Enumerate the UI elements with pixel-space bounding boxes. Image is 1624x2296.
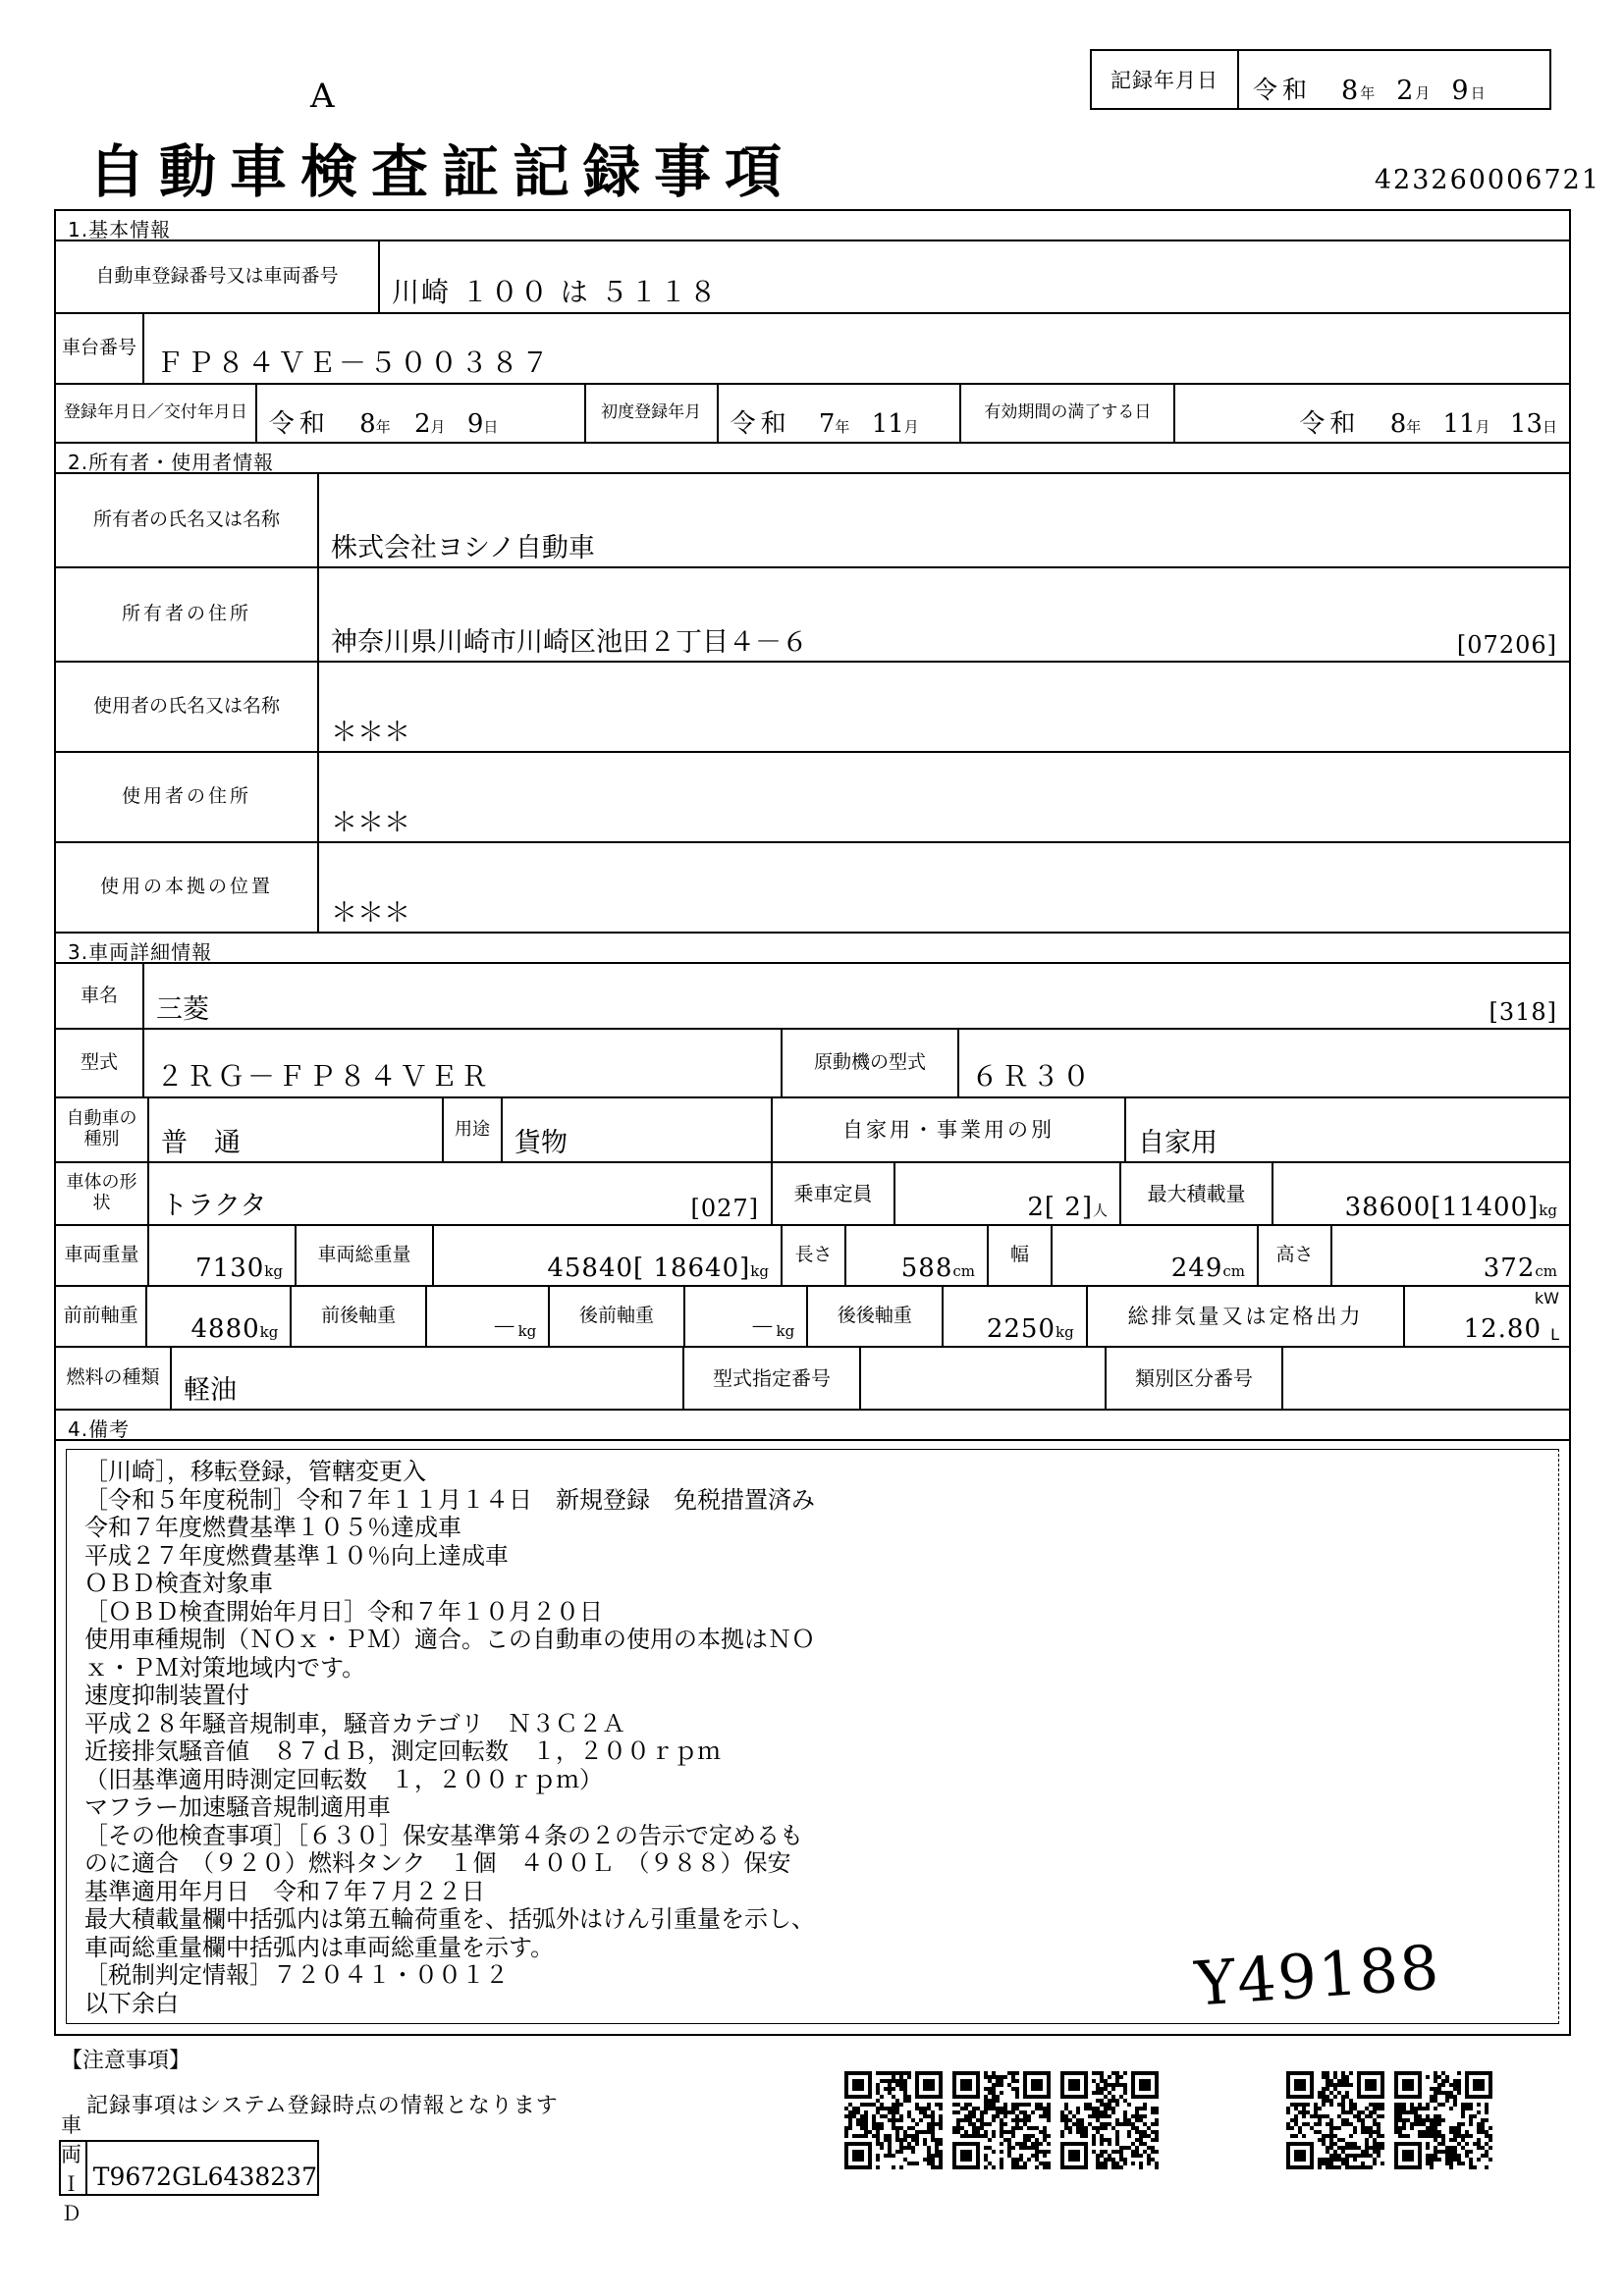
car-name-code: [318] (1489, 998, 1557, 1026)
base-location-row (56, 843, 1569, 934)
owner-address-cell (319, 568, 1569, 661)
seats-cell (895, 1163, 1121, 1224)
expiry-month-unit: 月 (1475, 418, 1490, 436)
seats-unit: 人 (1092, 1201, 1108, 1219)
chassis-number-row (56, 314, 1569, 385)
chassis-cell (144, 314, 1569, 383)
axle-fr-unit: kg (517, 1322, 537, 1340)
registration-dates-row (56, 385, 1569, 444)
width-label: 幅 (989, 1226, 1053, 1285)
car-name-cell (144, 964, 1569, 1028)
qr-code-icon (1394, 2071, 1492, 2173)
remark-line: 平成２７年度燃費基準１０％向上達成車 (84, 1541, 509, 1570)
axle-ff-unit: kg (259, 1323, 279, 1341)
user-address-cell (319, 753, 1569, 841)
vehicle-type-label: 自動車の種別 (56, 1098, 149, 1161)
expiry-day: 13 (1509, 409, 1543, 439)
remarks-box (66, 1449, 1559, 2024)
first-reg-label: 初度登録年月 (586, 385, 719, 442)
user-name-label: 使用者の氏名又は名称 (56, 663, 319, 751)
remark-line: マフラー加速騒音規制適用車 (84, 1793, 391, 1821)
day-unit: 日 (1470, 84, 1486, 102)
axle-rear-front-label: 後前軸重 (550, 1287, 684, 1346)
handwritten-mark: Y49188 (1192, 1931, 1443, 2020)
height-number: 372 (1483, 1254, 1536, 1283)
page-mark: A (310, 77, 336, 116)
remark-line: ［川崎］，移転登録，管轄変更入 (84, 1458, 426, 1485)
document-number: 423260006721 (1374, 165, 1600, 195)
curb-weight-number: 7130 (195, 1254, 265, 1283)
expiry-value (1299, 403, 1557, 440)
qr-code-icon (844, 2071, 943, 2173)
reg-date-cell (257, 385, 586, 442)
category-number-cell (1283, 1348, 1569, 1409)
model-label: 型式 (56, 1030, 144, 1096)
curb-weight-cell (149, 1226, 297, 1285)
fuel-label: 燃料の種類 (56, 1348, 172, 1409)
height-unit: cm (1535, 1262, 1557, 1280)
displacement-unit-l: L (1550, 1325, 1559, 1344)
expiry-month: 11 (1442, 409, 1476, 439)
axle-front-rear-label: 前後軸重 (292, 1287, 426, 1346)
vehicle-id-label: 車両ＩＤ (61, 2142, 87, 2194)
user-address-row (56, 753, 1569, 843)
width-number: 249 (1170, 1254, 1223, 1283)
width-unit: cm (1222, 1262, 1245, 1280)
user-name-cell (319, 663, 1569, 751)
remark-line: ［ＯＢＤ検査開始年月日］令和７年１０月２０日 (84, 1597, 603, 1626)
body-shape-cell (149, 1163, 773, 1224)
axle-rear-rear-cell (944, 1287, 1088, 1346)
reg-date-label: 登録年月日／交付年月日 (56, 385, 257, 442)
chassis-label: 車台番号 (56, 314, 144, 383)
usage-value: 貨物 (514, 1128, 568, 1158)
expiry-day-unit: 日 (1543, 418, 1558, 436)
weight-row (56, 1226, 1569, 1287)
curb-weight-unit: kg (264, 1262, 283, 1280)
first-reg-value (731, 403, 919, 440)
reg-number-value: 川崎 １００ は ５１１８ (392, 276, 719, 308)
axle-rf-unit: kg (776, 1322, 795, 1340)
axle-front-front-label: 前前軸重 (56, 1287, 147, 1346)
qr-code-group-left (844, 2071, 1159, 2173)
reg-date-day: 9 (466, 409, 484, 439)
displacement-unit-kw: kW (1534, 1289, 1559, 1308)
car-name-value: 三菱 (156, 994, 209, 1025)
base-location-label: 使用の本拠の位置 (56, 843, 319, 932)
axle-rear-rear-value (987, 1314, 1074, 1344)
remark-line: のに適合 （９２０）燃料タンク １個 ４００Ｌ （９８８）保安 (84, 1849, 791, 1877)
axle-front-rear-value (492, 1308, 537, 1344)
chassis-value: ＦＰ８４ＶＥ－５００３８７ (156, 347, 553, 379)
model-cell (144, 1030, 783, 1096)
gross-weight-label: 車両総重量 (297, 1226, 434, 1285)
seats-label: 乗車定員 (773, 1163, 895, 1224)
owner-address-value: 神奈川県川崎市川崎区池田２丁目４－６ (331, 627, 808, 658)
max-load-label: 最大積載量 (1121, 1163, 1273, 1224)
remark-line: （旧基準適用時測定回転数 １，２００ｒｐｍ） (84, 1765, 603, 1793)
max-load-number: 38600[11400] (1344, 1193, 1540, 1222)
car-name-row (56, 964, 1569, 1030)
record-date-label: 記録年月日 (1092, 51, 1239, 108)
car-name-label: 車名 (56, 964, 144, 1028)
length-number: 588 (900, 1254, 953, 1283)
year-unit: 年 (1360, 84, 1376, 102)
curb-weight-label: 車両重量 (56, 1226, 149, 1285)
max-load-value (1345, 1193, 1557, 1222)
private-business-label: 自家用・事業用の別 (773, 1098, 1126, 1161)
max-load-unit: kg (1539, 1201, 1557, 1219)
vehicle-type-row (56, 1098, 1569, 1163)
qr-code-icon (1286, 2071, 1384, 2173)
expiry-year: 8 (1389, 409, 1407, 439)
owner-address-row (56, 568, 1569, 663)
user-address-label: 使用者の住所 (56, 753, 319, 841)
height-value (1484, 1254, 1557, 1283)
curb-weight-value (195, 1254, 283, 1283)
first-reg-month-unit: 月 (903, 418, 919, 436)
expiry-era: 令和 (1299, 409, 1361, 439)
reg-date-value (269, 403, 499, 440)
type-designation-label: 型式指定番号 (684, 1348, 861, 1409)
remark-line: 令和７年度燃費基準１０５％達成車 (84, 1514, 461, 1541)
remark-line: ＯＢＤ検査対象車 (84, 1570, 273, 1597)
remarks-wrapper (56, 1441, 1569, 2036)
vehicle-type-value: 普 通 (161, 1128, 241, 1158)
reg-number-cell (380, 241, 1569, 312)
body-shape-value: トラクタ (161, 1191, 267, 1221)
axle-rear-front-cell (685, 1287, 809, 1346)
page-title: 自動車検査証記録事項 (88, 138, 796, 205)
private-business-cell (1126, 1098, 1569, 1161)
height-label: 高さ (1259, 1226, 1332, 1285)
reg-date-era: 令和 (268, 409, 330, 439)
section-1-heading: 1.基本情報 (56, 211, 1569, 241)
width-cell (1053, 1226, 1259, 1285)
axle-rr-unit: kg (1056, 1323, 1074, 1341)
max-load-cell (1273, 1163, 1569, 1224)
qr-code-group-right (1286, 2071, 1492, 2173)
height-cell (1332, 1226, 1569, 1285)
month-unit: 月 (1415, 84, 1431, 102)
body-shape-row (56, 1163, 1569, 1226)
reg-date-day-unit: 日 (483, 418, 499, 436)
remark-line: 近接排気騒音値 ８７ｄＢ，測定回転数 １，２００ｒｐｍ (84, 1737, 721, 1765)
reg-date-year: 8 (359, 409, 376, 439)
remark-line: ［令和５年度税制］令和７年１１月１４日 新規登録 免税措置済み (84, 1485, 815, 1514)
user-name-value: ＊＊＊ (331, 718, 410, 748)
gross-weight-cell (434, 1226, 783, 1285)
model-row (56, 1030, 1569, 1098)
seats-number: 2[ 2] (1027, 1193, 1093, 1222)
notice-text: 記録事項はシステム登録時点の情報となります (86, 2094, 559, 2118)
first-reg-era: 令和 (730, 409, 791, 439)
displacement-value: 12.80 (1463, 1314, 1542, 1344)
model-value: ２ＲＧ－ＦＰ８４ＶＥＲ (156, 1060, 492, 1093)
owner-name-cell (319, 474, 1569, 566)
axle-fr-number: － (491, 1313, 518, 1343)
owner-name-row (56, 474, 1569, 568)
axle-rr-number: 2250 (986, 1314, 1056, 1344)
fuel-row (56, 1348, 1569, 1411)
width-value (1171, 1254, 1245, 1283)
remark-line: 使用車種規制（ＮＯｘ・ＰＭ）適合。この自動車の使用の本拠はＮＯ (84, 1626, 815, 1653)
user-name-row (56, 663, 1569, 753)
axle-rear-front-value (750, 1308, 795, 1344)
record-date-value (1239, 51, 1549, 108)
qr-code-icon (1060, 2071, 1159, 2173)
base-location-value: ＊＊＊ (331, 898, 410, 929)
remark-line: 基準適用年月日 令和７年７月２２日 (84, 1877, 485, 1905)
remark-line: ｘ・ＰＭ対策地域内です。 (84, 1653, 366, 1682)
registration-number-row (56, 241, 1569, 314)
certificate-frame (54, 209, 1571, 2036)
engine-label: 原動機の型式 (783, 1030, 959, 1096)
axle-ff-number: 4880 (190, 1314, 260, 1344)
axle-front-rear-cell (427, 1287, 551, 1346)
usage-label: 用途 (444, 1098, 503, 1161)
axle-rf-number: － (749, 1313, 777, 1343)
expiry-label: 有効期間の満了する日 (961, 385, 1175, 442)
displacement-label: 総排気量又は定格出力 (1088, 1287, 1406, 1346)
type-designation-cell (861, 1348, 1107, 1409)
body-shape-code: [027] (690, 1195, 759, 1222)
owner-address-code: [07206] (1456, 631, 1557, 659)
remark-line: 車両総重量欄中括弧内は車両総重量を示す。 (84, 1933, 555, 1961)
section-4-heading: 4.備考 (56, 1411, 1569, 1441)
length-value (901, 1254, 975, 1283)
vehicle-type-cell (149, 1098, 444, 1161)
remark-line: ［税制判定情報］７２０４１・００１２ (84, 1961, 509, 1989)
vehicle-id-box (59, 2112, 319, 2225)
user-address-value: ＊＊＊ (331, 808, 410, 838)
fuel-value: 軽油 (184, 1375, 237, 1406)
fuel-cell (172, 1348, 684, 1409)
category-number-label: 類別区分番号 (1107, 1348, 1283, 1409)
owner-address-label: 所有者の住所 (56, 568, 319, 661)
notice-title: 【注意事項】 (61, 2049, 191, 2073)
first-reg-cell (719, 385, 962, 442)
first-reg-month: 11 (871, 409, 904, 439)
section-2-heading: 2.所有者・使用者情報 (56, 444, 1569, 474)
owner-name-label: 所有者の氏名又は名称 (56, 474, 319, 566)
displacement-cell (1405, 1287, 1569, 1346)
record-date-day: 9 (1451, 76, 1469, 106)
remark-line: 平成２８年騒音規制車，騒音カテゴリ Ｎ３Ｃ２Ａ (84, 1709, 626, 1737)
vehicle-id-value: T9672GL6438237 (92, 2163, 317, 2191)
engine-value: ６Ｒ３０ (971, 1060, 1094, 1093)
first-reg-year: 7 (818, 409, 836, 439)
first-reg-year-unit: 年 (835, 418, 850, 436)
remark-line: 以下余白 (84, 1989, 179, 2017)
axle-front-front-value (191, 1314, 279, 1344)
remark-line: ［その他検査事項］［６３０］保安基準第４条の２の告示で定めるも (84, 1821, 803, 1849)
reg-date-month-unit: 月 (430, 418, 446, 436)
qr-code-icon (952, 2071, 1051, 2173)
record-date-year: 8 (1341, 76, 1359, 106)
record-date-month: 2 (1396, 76, 1414, 106)
engine-cell (959, 1030, 1569, 1096)
axle-rear-rear-label: 後後軸重 (808, 1287, 943, 1346)
axle-front-front-cell (147, 1287, 292, 1346)
body-shape-label: 車体の形状 (56, 1163, 149, 1224)
length-unit: cm (952, 1262, 975, 1280)
length-cell (846, 1226, 989, 1285)
base-location-cell (319, 843, 1569, 932)
reg-date-year-unit: 年 (375, 418, 391, 436)
owner-name-value: 株式会社ヨシノ自動車 (331, 533, 595, 563)
record-date-era: 令和 (1253, 76, 1313, 104)
remark-line: 最大積載量欄中括弧内は第五輪荷重を、括弧外はけん引重量を示し、 (84, 1905, 815, 1933)
remark-line: 速度抑制装置付 (84, 1682, 249, 1709)
axle-weight-row (56, 1287, 1569, 1348)
reg-date-month: 2 (413, 409, 431, 439)
expiry-year-unit: 年 (1406, 418, 1422, 436)
seats-value (1027, 1193, 1108, 1222)
private-business-value: 自家用 (1138, 1128, 1218, 1158)
gross-weight-unit: kg (750, 1262, 769, 1280)
gross-weight-number: 45840[ 18640] (547, 1254, 751, 1283)
expiry-cell (1175, 385, 1569, 442)
record-date-box (1090, 49, 1551, 110)
gross-weight-value (547, 1254, 769, 1283)
usage-cell (503, 1098, 773, 1161)
reg-number-label: 自動車登録番号又は車両番号 (56, 241, 380, 312)
section-3-heading: 3.車両詳細情報 (56, 934, 1569, 964)
length-label: 長さ (783, 1226, 846, 1285)
